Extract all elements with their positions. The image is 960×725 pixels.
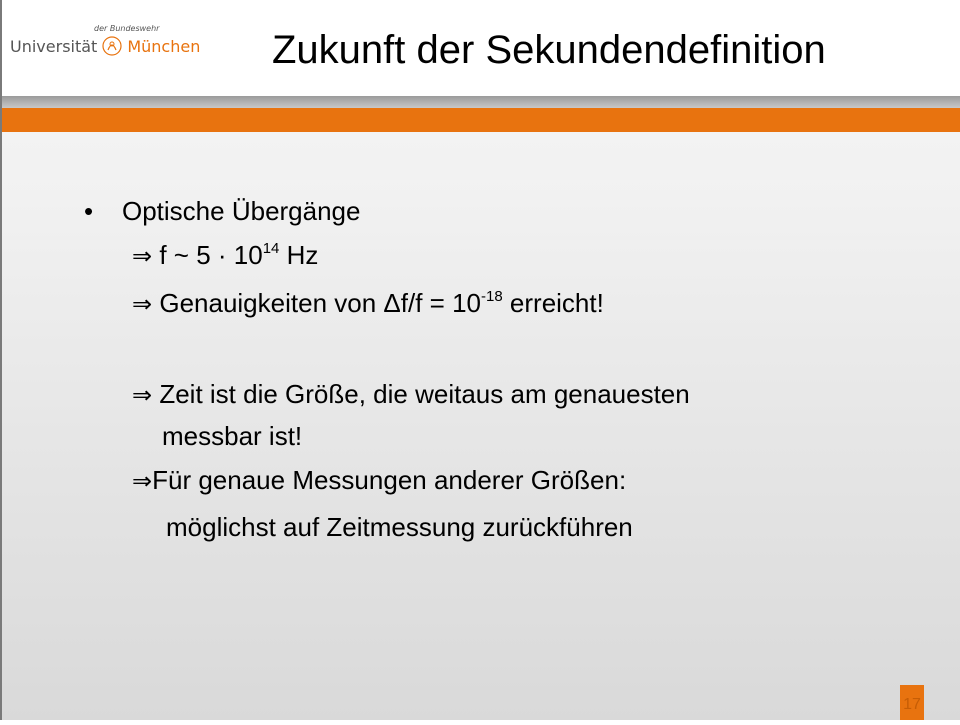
line2-text-mid: f/f = 10 [400, 288, 481, 318]
university-logo [8, 24, 201, 64]
line4-text: Für genaue Messungen anderer Größen: [152, 465, 627, 495]
page-number: 17 [900, 685, 924, 720]
line2-text-pre: Genauigkeiten von [159, 288, 384, 318]
logo-main [10, 35, 200, 57]
bullet-text: Optische Übergänge [122, 196, 361, 226]
implication-line-3 [132, 379, 690, 410]
header-gray-bar [2, 96, 960, 108]
line2-exponent: -18 [481, 288, 503, 305]
logo-small-text: der Bundeswehr [94, 24, 160, 33]
line1-text: f ~ 5 · 10 [159, 240, 263, 270]
bullet-dot: • [84, 196, 94, 226]
bullet-item [84, 196, 360, 227]
implication-line-2 [132, 288, 604, 319]
line1-exponent: 14 [262, 240, 280, 257]
implies-arrow-icon: ⇒ [132, 381, 153, 409]
implies-arrow-icon: ⇒ [132, 242, 153, 270]
logo-word-universitaet: Universität [10, 36, 98, 56]
implication-line-1 [132, 240, 318, 271]
header [2, 0, 960, 96]
implication-line-4 [132, 465, 626, 496]
header-orange-bar [2, 108, 960, 132]
line3-text-b: messbar ist! [162, 421, 303, 451]
implies-arrow-icon: ⇒ [132, 290, 153, 318]
implication-line-5 [166, 512, 633, 543]
implication-line-3-continued [162, 421, 302, 452]
slide-title: Zukunft der Sekundendefinition [272, 28, 826, 72]
line1-unit: Hz [279, 240, 319, 270]
university-seal-icon [101, 35, 123, 57]
line5-text: möglichst auf Zeitmessung zurückführen [166, 512, 633, 542]
line3-text-a: Zeit ist die Größe, die weitaus am genauesten [159, 379, 690, 409]
delta-symbol: Δ [383, 288, 401, 318]
implies-arrow-icon: ⇒ [132, 467, 153, 495]
logo-word-muenchen: München [127, 36, 201, 56]
line2-text-post: erreicht! [502, 288, 604, 318]
